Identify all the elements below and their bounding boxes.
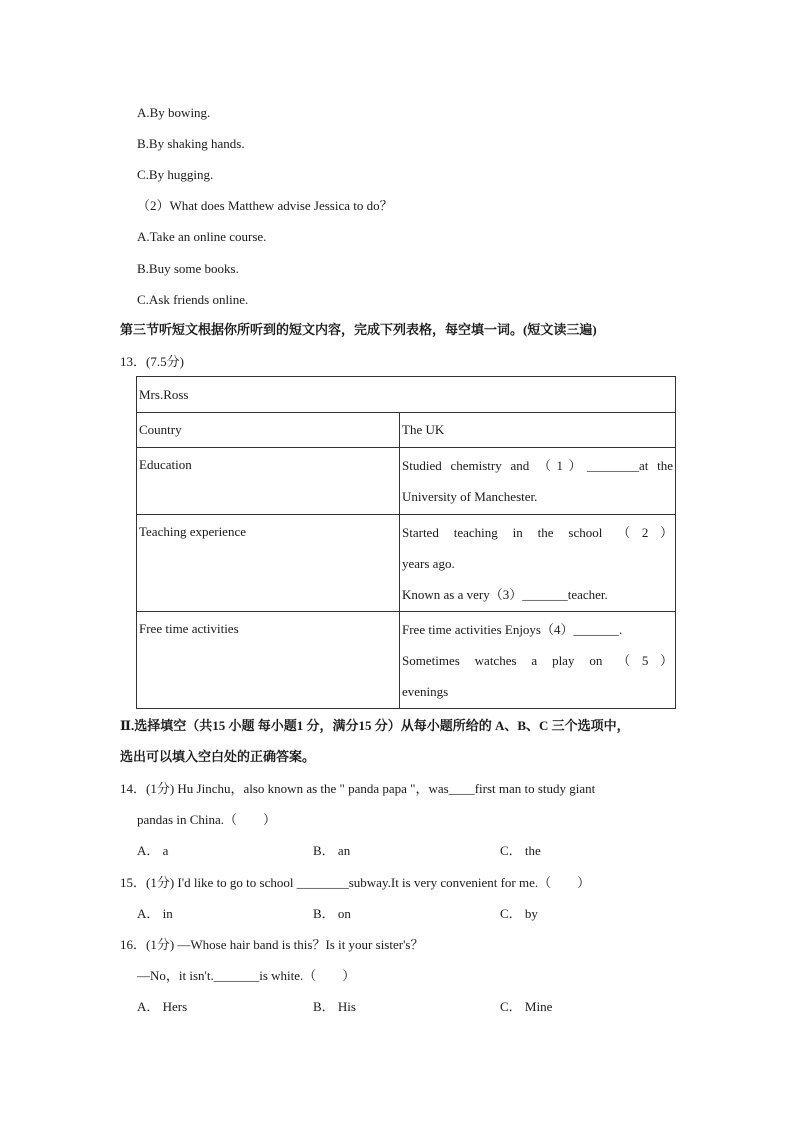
cell-text-line: Started teaching in the school （2） bbox=[402, 525, 673, 540]
table-cell-value bbox=[400, 515, 676, 612]
table-row bbox=[137, 612, 676, 709]
section2-heading-line2: 选出可以填入空白处的正确答案。 bbox=[120, 749, 316, 764]
q12-sub2-option-b: B.Buy some books. bbox=[137, 261, 239, 276]
table-row bbox=[137, 377, 676, 413]
section2-heading-line1: Ⅱ.选择填空（共15 小题 每小题1 分，满分15 分）从每小题所给的 A、B、C 三个选项中， bbox=[120, 718, 630, 733]
cell-text-line: Known as a very（3）_______teacher. bbox=[402, 587, 608, 602]
q16-stem-line2: —No，it isn't._______is white.（ ） bbox=[137, 968, 356, 983]
q14-stem-line1: 14．(1分) Hu Jinchu，also known as the " panda papa "，was____first man to study giant bbox=[120, 781, 596, 796]
table-header-cell: Mrs.Ross bbox=[137, 377, 676, 413]
q15-option-c: C． by bbox=[500, 906, 538, 921]
q16-stem-line1: 16．(1分) —Whose hair band is this？Is it your sister's？ bbox=[120, 937, 424, 952]
section3-title: 第三节听短文根据你所听到的短文内容，完成下列表格，每空填一词。(短文读三遍) bbox=[120, 322, 597, 337]
q12-option-b: B.By shaking hands. bbox=[137, 136, 245, 151]
cell-text-line: evenings bbox=[402, 684, 449, 699]
q14-option-a: A． a bbox=[137, 843, 169, 858]
q14-option-c: C． the bbox=[500, 843, 541, 858]
q16-option-b: B． His bbox=[313, 999, 356, 1014]
cell-text-line: Studied chemistry and （1）________at the bbox=[402, 458, 673, 473]
table-cell-label: Teaching experience bbox=[137, 515, 400, 612]
cell-text-line: University of Manchester. bbox=[402, 489, 538, 504]
q16-option-c: C． Mine bbox=[500, 999, 553, 1014]
q14-stem-line2: pandas in China.（ ） bbox=[137, 812, 277, 827]
table-cell-value: The UK bbox=[400, 413, 676, 448]
q15-option-a: A． in bbox=[137, 906, 173, 921]
q14-option-b: B． an bbox=[313, 843, 351, 858]
q12-option-a: A.By bowing. bbox=[137, 105, 211, 120]
info-table bbox=[136, 376, 676, 709]
table-cell-value bbox=[400, 448, 676, 515]
q12-sub2-option-a: A.Take an online course. bbox=[137, 229, 267, 244]
q12-sub2-stem: （2）What does Matthew advise Jessica to do？ bbox=[137, 198, 393, 213]
table-cell-value bbox=[400, 612, 676, 709]
table-row bbox=[137, 413, 676, 448]
table-cell-label: Country bbox=[137, 413, 400, 448]
table-cell-label: Free time activities bbox=[137, 612, 400, 709]
cell-text-line: Free time activities Enjoys（4）_______. bbox=[402, 622, 623, 637]
q16-option-a: A． Hers bbox=[137, 999, 188, 1014]
q12-sub2-option-c: C.Ask friends online. bbox=[137, 292, 249, 307]
table-cell-label: Education bbox=[137, 448, 400, 515]
q15-option-b: B． on bbox=[313, 906, 351, 921]
q12-option-c: C.By hugging. bbox=[137, 167, 214, 182]
cell-text-line: Sometimes watches a play on （5） bbox=[402, 653, 673, 668]
cell-text-line: years ago. bbox=[402, 556, 455, 571]
table-row bbox=[137, 515, 676, 612]
q15-stem: 15．(1分) I'd like to go to school ________subway.It is very convenient for me.（ ） bbox=[120, 875, 591, 890]
q13-label: 13．(7.5分) bbox=[120, 354, 184, 369]
table-row bbox=[137, 448, 676, 515]
